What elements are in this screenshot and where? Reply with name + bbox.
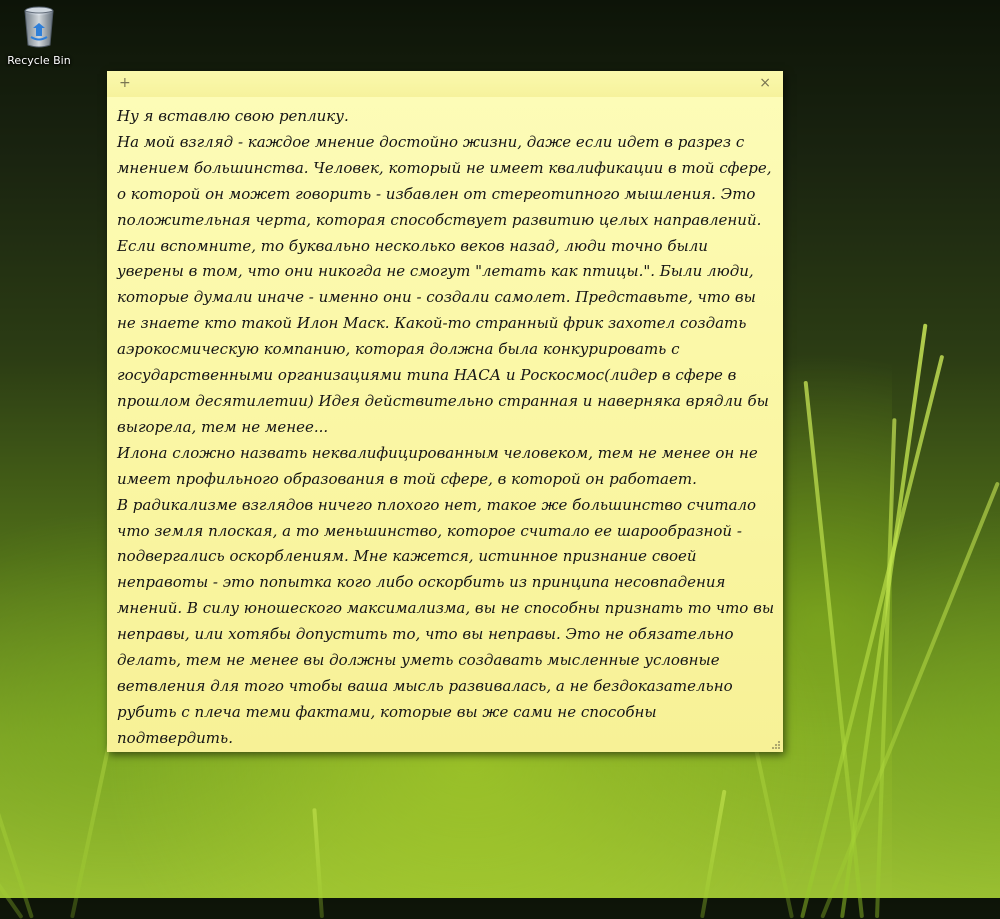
sticky-note-text[interactable]: Ну я вставлю свою реплику. На мой взгляд - каждое мнение достойно жизни, даже если идет в разрез с мнением большинства. Человек, который не имеет квалификации в той сфере, о которой он может говорить - избавлен от стереотипного мышления. Это положительная черта, которая способствует развитию целых направлений. Если вспомните, то буквально несколько веков назад, люди точно были уверены в том, что они никогда не смогут "летать как птицы.". Были люди, которые думали иначе - именно они - создали самолет. Представьте, что вы не знаете кто такой Илон Маск. Какой-то странный фрик захотел создать аэрокосмическую компанию, которая должна была конкурировать с государственными организациями типа НАСА и Роскосмос(лидер в сфере в прошлом десятилетии) Идея действительно странная и наверняка врядли бы выгорела, тем не менее... Илона сложно назвать неквалифицированным человеком, тем не менее он не имеет профильного образования в той сфере, в которой он работает. В радикализме взглядов ничего плохого нет, такое же большинство считало что земля плоская, а то меньшинство, которое считало ее шарообразной - подвергались оскорблениям. Мне кажется, истинное признание своей неправоты - это попытка кого либо оскорбить из принципа несовпадения мнений. В силу юношеского максимализма, вы не способны признать то что вы неправы, или хотябы допустить то, что вы неправы. Это не обязательно делать, тем не менее вы должны уметь создавать мысленные условные ветвления для того чтобы ваша мысль развивалась, а не бездоказательно рубить с плеча теми фактами, которые вы же сами не способны подтвердить. <box>117 107 775 747</box>
recycle-bin-icon <box>22 6 56 48</box>
sticky-note-titlebar[interactable] <box>107 71 783 97</box>
sticky-note-window[interactable] <box>107 71 783 752</box>
resize-grip-icon[interactable] <box>772 741 780 749</box>
plus-icon[interactable]: + <box>119 75 131 91</box>
recycle-bin-shortcut[interactable] <box>6 6 72 67</box>
close-icon[interactable]: × <box>759 75 771 91</box>
recycle-bin-label: Recycle Bin <box>7 54 71 67</box>
